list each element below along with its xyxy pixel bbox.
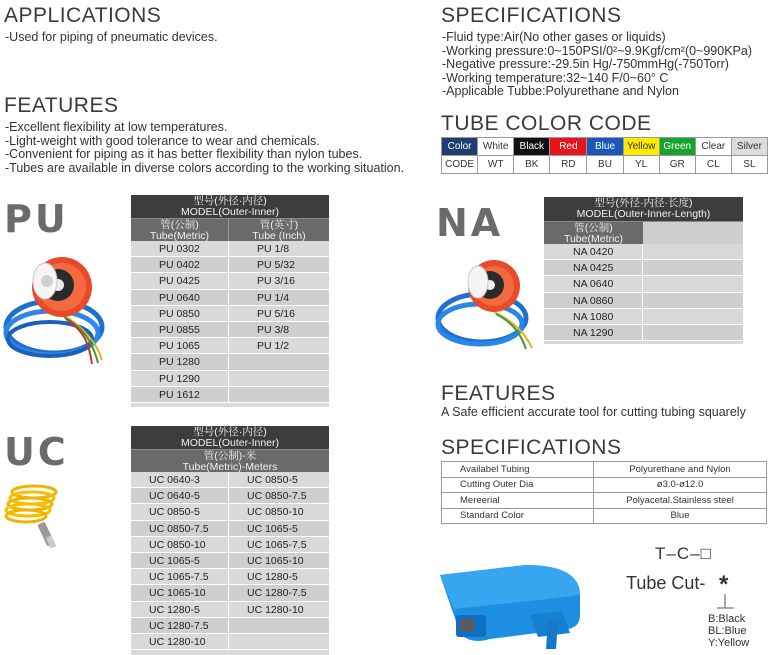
- uc-sub-en: Tube(Metric)-Meters: [182, 461, 278, 473]
- pu-header-en: MODEL(Outer-Inner): [180, 206, 280, 218]
- features-line: -Tubes are available in diverse colors according to the working situation.: [5, 160, 405, 175]
- option-black: B:Black: [708, 613, 746, 625]
- code-cell: RD: [550, 156, 587, 174]
- spec-line: -Negative pressure:-29.5in Hg/-750mmHg(-750Torr): [442, 57, 729, 72]
- table-row: UC 1065-7.5 UC 1280-5: [131, 569, 329, 585]
- table-row: NA 1080: [544, 309, 743, 325]
- table-row: UC 0640-5 UC 0850-7.5: [131, 488, 329, 504]
- table-row: UC 0850-10 UC 1065-7.5: [131, 537, 329, 553]
- cutter-spec-table: [441, 461, 767, 524]
- color-name-row: [442, 138, 768, 156]
- pu-col1-cn: 管(公制): [160, 219, 199, 231]
- features-line: -Excellent flexibility at low temperatures.: [5, 120, 228, 134]
- pu-subheader: [131, 218, 329, 241]
- tube-cutter-image: [430, 555, 592, 653]
- pu-col1-en: Tube(Metric): [149, 230, 210, 242]
- color-code-row: [442, 156, 768, 174]
- code-cell: WT: [478, 156, 514, 174]
- na-model-table: [544, 197, 743, 344]
- features-title: FEATURES: [4, 94, 119, 117]
- uc-header-cn: 型号(外径·内径): [193, 426, 267, 438]
- specifications-title: SPECIFICATIONS: [441, 4, 622, 27]
- table-row: NA 0420: [544, 244, 743, 260]
- pu-table-body: [131, 241, 329, 403]
- cutter-features-line: A Safe efficient accurate tool for cutting tubing squarely: [441, 405, 746, 419]
- pu-table-header: [131, 195, 329, 218]
- color-cell: Black: [514, 138, 550, 156]
- code-cell: CL: [695, 156, 731, 174]
- specifications-list: [442, 31, 752, 99]
- uc-subheader: [131, 449, 329, 472]
- features-line: -Convenient for piping as it has better flexibility than nylon tubes.: [5, 147, 363, 162]
- uc-header-en: MODEL(Outer-Inner): [180, 437, 280, 449]
- table-row: PU 0850 PU 5/16: [131, 306, 329, 322]
- table-row: Standard Color Blue: [442, 508, 767, 524]
- table-row: Availabel Tubing Polyurethane and Nylon: [442, 462, 767, 478]
- table-row: PU 1065 PU 1/2: [131, 338, 329, 354]
- table-row: UC 0850-7.5 UC 1065-5: [131, 521, 329, 537]
- table-row: PU 0425 PU 3/16: [131, 273, 329, 289]
- code-cell: CODE: [442, 156, 478, 174]
- table-row: PU 1612: [131, 387, 329, 403]
- color-cell: Clear: [695, 138, 731, 156]
- code-cell: GR: [659, 156, 695, 174]
- color-cell: Silver: [731, 138, 767, 156]
- na-label: NA: [436, 201, 504, 245]
- color-cell: Red: [550, 138, 587, 156]
- table-row: PU 0855 PU 3/8: [131, 322, 329, 338]
- table-row: PU 0640 PU 1/4: [131, 290, 329, 306]
- table-row: PU 1280: [131, 354, 329, 370]
- spec-line: -Applicable Tubbe:Polyurethane and Nylon: [442, 84, 679, 99]
- pu-col2-cn: 管(英寸): [259, 219, 299, 231]
- option-yellow: Y:Yellow: [708, 637, 750, 649]
- table-row: NA 1290: [544, 325, 743, 341]
- features-line: -Light-weight with good tolerance to wear and chemicals.: [5, 133, 320, 148]
- table-row: NA 0425: [544, 260, 743, 276]
- table-row: UC 1065-10 UC 1280-7.5: [131, 585, 329, 601]
- spec-line: -Working pressure:0~150PSI/0²~9.9Kgf/cm²(0~990KPa): [442, 43, 752, 58]
- table-row: UC 1065-5 UC 1065-10: [131, 553, 329, 569]
- color-cell: Yellow: [623, 138, 659, 156]
- table-row: Mereerial Polyacetal.Stainless steel: [442, 493, 767, 509]
- code-cell: BK: [514, 156, 550, 174]
- uc-model-table: [131, 426, 329, 655]
- table-row: UC 1280-5 UC 1280-10: [131, 602, 329, 618]
- uc-label: UC: [4, 430, 69, 474]
- color-cell: White: [478, 138, 514, 156]
- part-name: Tube Cut-: [626, 573, 706, 593]
- uc-table-body: [131, 472, 329, 650]
- table-row: PU 0302 PU 1/8: [131, 241, 329, 257]
- applications-title: APPLICATIONS: [4, 4, 162, 27]
- color-cell: Green: [659, 138, 695, 156]
- na-table-header: [544, 197, 743, 221]
- color-code-table: [441, 137, 768, 174]
- table-row: Cutting Outer Dia ø3.0-ø12.0: [442, 477, 767, 493]
- code-cell: SL: [731, 156, 767, 174]
- color-code-title: TUBE COLOR CODE: [441, 112, 652, 135]
- color-cell: Color: [442, 138, 478, 156]
- pu-header-cn: 型号(外径·内径): [193, 195, 267, 207]
- features-list: [5, 121, 404, 175]
- na-header-cn: 型号(外径·内径·长度): [594, 197, 693, 209]
- table-row: UC 0640-3 UC 0850-5: [131, 472, 329, 488]
- pu-label: PU: [4, 197, 69, 241]
- uc-coil-tube-image: [4, 478, 70, 554]
- spec-line: -Fluid type:Air(No other gases or liquids): [442, 30, 666, 44]
- color-cell: Blue: [587, 138, 623, 156]
- spec-line: -Working temperature:32~140 F/0~60° C: [442, 70, 669, 85]
- table-row: UC 1280-7.5: [131, 618, 329, 634]
- pu-model-table: [131, 195, 329, 407]
- table-row: PU 0402 PU 5/32: [131, 257, 329, 273]
- uc-table-header: [131, 426, 329, 449]
- na-col1-en: Tube(Metric): [563, 233, 624, 245]
- table-row: PU 1290: [131, 371, 329, 387]
- cutter-features-title: FEATURES: [441, 382, 556, 405]
- code-cell: BU: [587, 156, 623, 174]
- pu-tube-coil-image: [2, 255, 106, 365]
- applications-line: -Used for piping of pneumatic devices.: [5, 30, 218, 44]
- part-star: *: [719, 571, 729, 598]
- na-table-body: [544, 244, 743, 341]
- cutter-specs-title: SPECIFICATIONS: [441, 436, 622, 459]
- part-options: [708, 613, 749, 649]
- na-subheader: [544, 221, 743, 244]
- option-blue: BL:Blue: [708, 625, 747, 637]
- pu-col2-en: Tube (Inch): [252, 230, 306, 242]
- table-row: NA 0640: [544, 276, 743, 292]
- table-row: NA 0860: [544, 293, 743, 309]
- table-row: UC 1280-10: [131, 634, 329, 650]
- table-row: UC 0850-5 UC 0850-10: [131, 504, 329, 520]
- na-header-en: MODEL(Outer-Inner-Length): [576, 208, 711, 220]
- part-code: T–C–□: [655, 544, 712, 563]
- na-tube-coil-image: [432, 258, 536, 350]
- uc-sub-cn: 管(公制)-米: [203, 450, 257, 462]
- connector-lines: [716, 594, 736, 614]
- na-col1-cn: 管(公制): [574, 222, 613, 234]
- code-cell: YL: [623, 156, 659, 174]
